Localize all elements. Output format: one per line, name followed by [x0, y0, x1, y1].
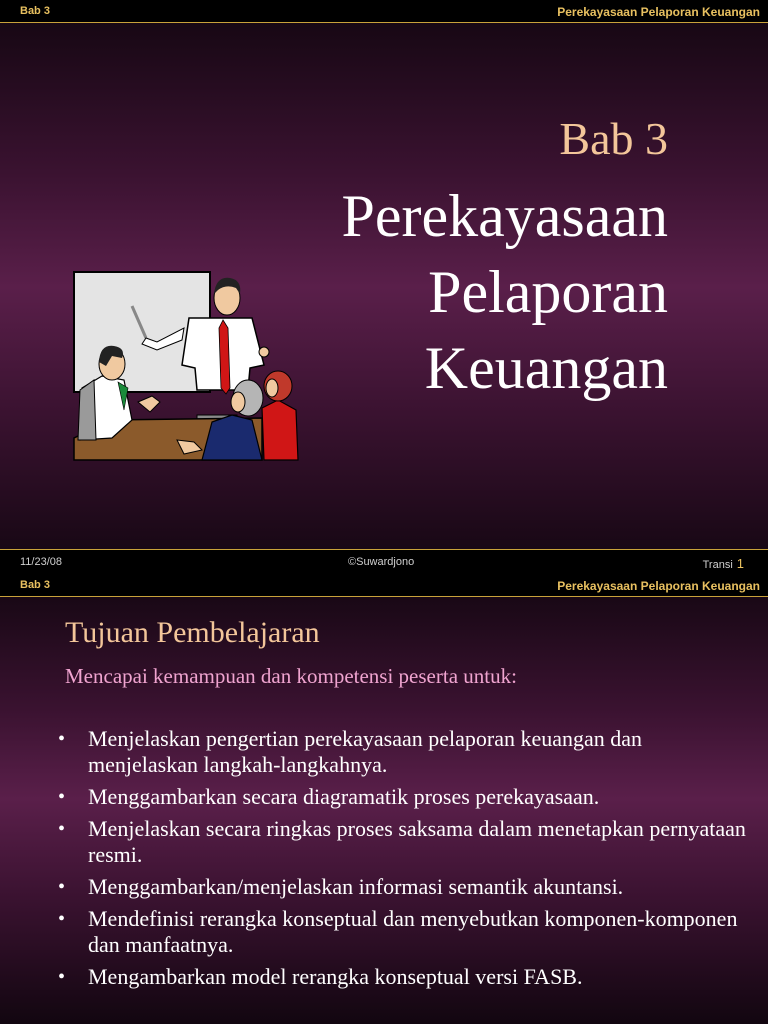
list-item — [58, 816, 748, 868]
bullet-icon: • — [58, 966, 66, 988]
footer-page-label — [703, 556, 744, 571]
header-course-title: Perekayasaan Pelaporan Keuangan — [557, 579, 760, 593]
footer-label: Transi — [702, 559, 733, 571]
bullet-text: Menjelaskan secara ringkas proses saksama dalam menetapkan pernyataan resmi. — [88, 816, 746, 867]
list-item — [58, 726, 748, 778]
bullet-icon: • — [58, 876, 66, 898]
bullet-text: Menjelaskan pengertian perekayasaan pelaporan keuangan dan menjelaskan langkah-langkahnya. — [88, 726, 643, 777]
list-item — [58, 906, 748, 958]
bullet-text: Mengambarkan model rerangka konseptual versi FASB. — [88, 964, 583, 989]
title-line: Pelaporan — [428, 259, 668, 325]
title-line: Keuangan — [424, 335, 668, 401]
bullet-icon: • — [58, 908, 66, 930]
title-line: Perekayasaan — [341, 183, 668, 249]
objectives-title: Tujuan Pembelajaran — [65, 616, 320, 649]
footer-author: ©Suwardjono — [348, 556, 415, 568]
slide-header — [0, 0, 768, 23]
bullet-icon: • — [58, 728, 66, 750]
chapter-label: Bab 3 — [559, 113, 668, 164]
list-item — [58, 964, 748, 990]
list-item — [58, 874, 748, 900]
slide-header — [0, 574, 768, 597]
presenter-meeting-icon — [72, 270, 302, 465]
bullet-icon: • — [58, 786, 66, 808]
footer-date: 11/23/08 — [20, 556, 63, 568]
objectives-list — [58, 726, 748, 996]
bullet-text: Menggambarkan secara diagramatik proses perekayasaan. — [88, 784, 600, 809]
header-chapter: Bab 3 — [20, 579, 50, 591]
header-course-title: Perekayasaan Pelaporan Keuangan — [557, 5, 760, 19]
page-number: 1 — [736, 556, 744, 571]
bullet-icon: • — [58, 818, 66, 840]
list-item — [58, 784, 748, 810]
bullet-text: Menggambarkan/menjelaskan informasi semantik akuntansi. — [88, 874, 624, 899]
objectives-subtitle: Mencapai kemampuan dan kompetensi peserta untuk: — [65, 664, 517, 688]
header-chapter: Bab 3 — [20, 5, 50, 17]
slide-footer — [0, 549, 768, 574]
bullet-text: Mendefinisi rerangka konseptual dan menyebutkan komponen-komponen dan manfaatnya. — [88, 906, 738, 957]
